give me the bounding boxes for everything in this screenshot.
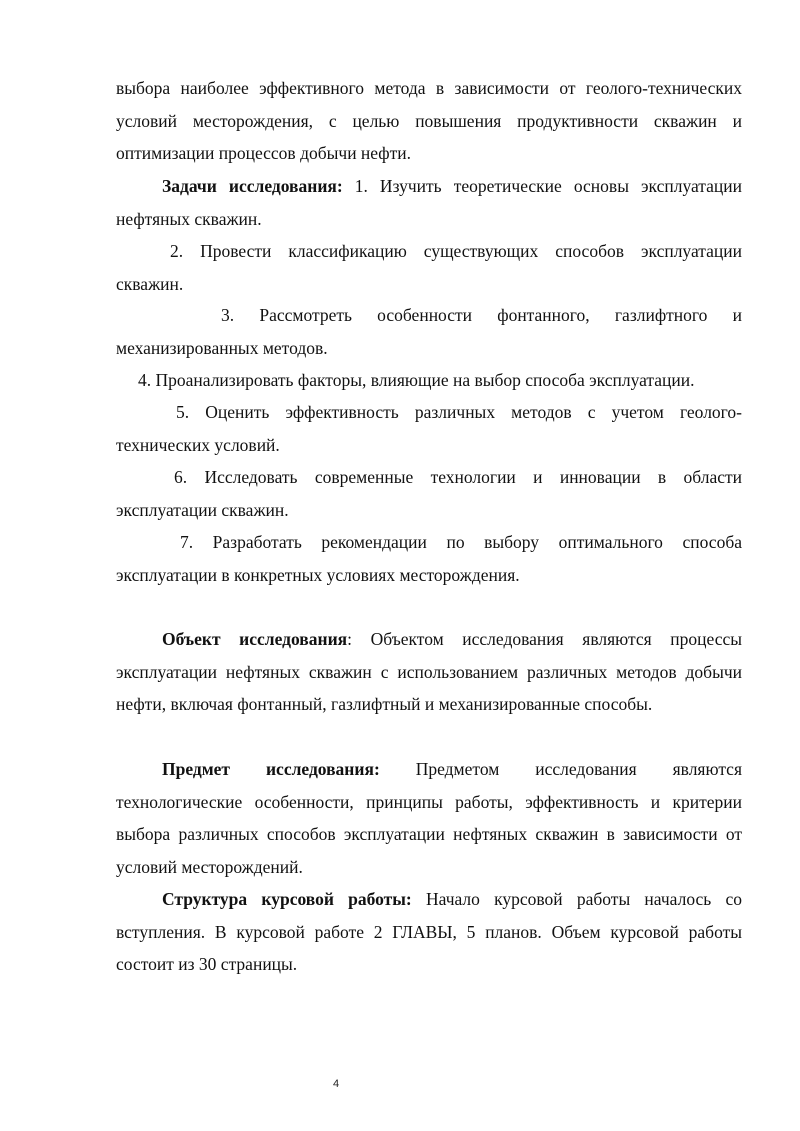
task-2: 2. Провести классификацию существующих способов эксплуатации скважин. [116,241,742,294]
object-label: Объект исследования [162,629,348,649]
task-5: 5. Оценить эффективность различных методов с учетом геолого-технических условий. [116,402,742,455]
object-paragraph [116,623,742,721]
subject-paragraph [116,753,747,883]
task-1: 1. Изучить теоретические основы эксплуатации нефтяных скважин. [116,176,742,229]
subject-text: Предметом исследования являются технологические особенности, принципы работы, эффективность и критерии выбора различных способов эксплуатации нефтяных скважин в зависимости от условий месторождений. [116,759,747,877]
task-7: 7. Разработать рекомендации по выбору оптимального способа эксплуатации в конкретных условиях месторождения. [116,532,742,585]
task-6-paragraph [116,461,742,526]
tasks-paragraph [116,170,742,235]
structure-label: Структура курсовой работы: [162,889,412,909]
task-6: 6. Исследовать современные технологии и инновации в области эксплуатации скважин. [116,467,742,520]
tasks-label: Задачи исследования: [162,176,343,196]
task-2-paragraph [116,235,742,300]
subject-label: Предмет исследования: [162,759,380,779]
intro-paragraph [116,72,742,170]
structure-text: Начало курсовой работы началось со вступления. В курсовой работе 2 ГЛАВЫ, 5 планов. Объем курсовой работы состоит из 30 страницы. [116,889,742,974]
task-4-paragraph [116,364,742,397]
structure-paragraph [116,883,742,981]
task-5-paragraph [116,396,742,461]
task-7-paragraph [116,526,742,591]
object-text: : Объектом исследования являются процессы эксплуатации нефтяных скважин с использованием различных методов добычи нефти, включая фонтанный, газлифтный и механизированные способы. [116,629,742,714]
intro-text: выбора наиболее эффективного метода в зависимости от геолого-технических условий месторождения, с целью повышения продуктивности скважин и оптимизации процессов добычи нефти. [116,78,742,163]
task-3: 3. Рассмотреть особенности фонтанного, газлифтного и механизированных методов. [116,305,742,358]
task-3-paragraph [116,299,742,364]
task-4: 4. Проанализировать факторы, влияющие на выбор способа эксплуатации. [138,370,695,390]
page-number: 4 [332,1078,340,1090]
